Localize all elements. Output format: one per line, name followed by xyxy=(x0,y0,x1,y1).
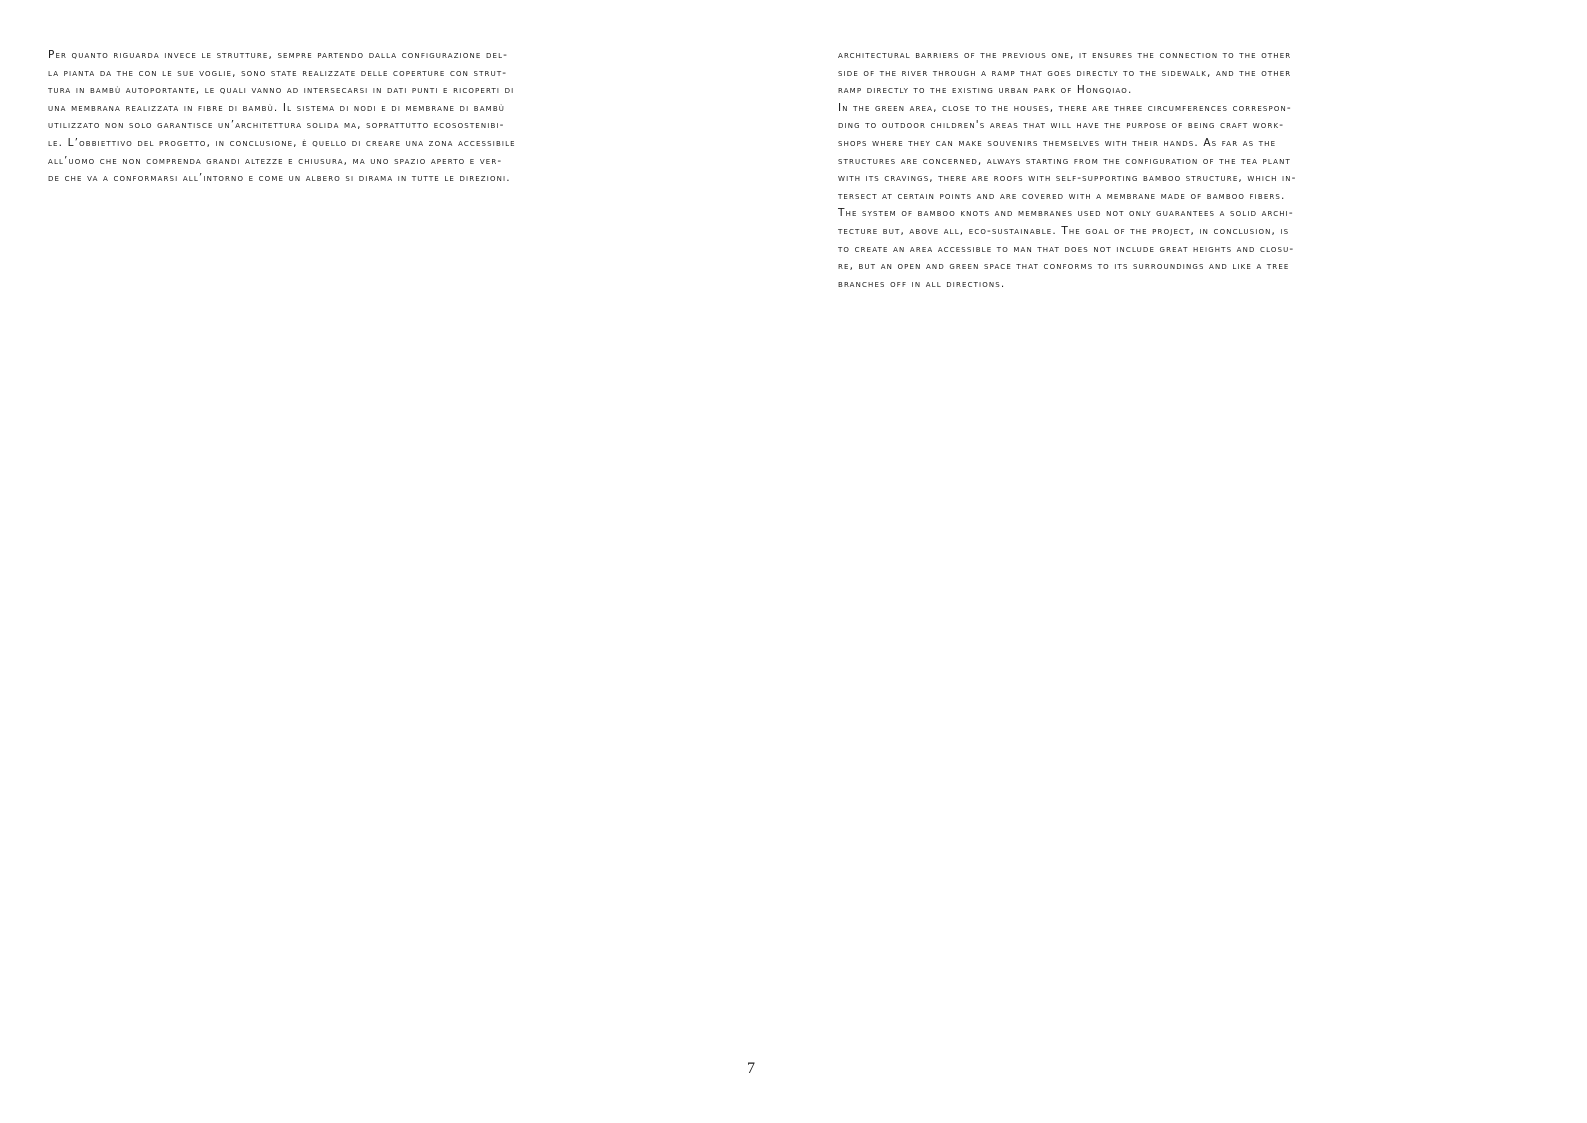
text-line: tura in bambù autoportante, le quali vanno ad intersecarsi in dati punti e ricoperti di xyxy=(48,84,515,97)
text-line: tersect at certain points and are covered with a membrane made of bamboo fibers. xyxy=(838,189,1286,202)
text-line: re, but an open and green space that conforms to its surroundings and like a tree xyxy=(838,260,1290,273)
text-line: In the green area, close to the houses, there are three circumferences correspon- xyxy=(838,101,1292,114)
text-line: architectural barriers of the previous one, it ensures the connection to the other xyxy=(838,49,1292,61)
text-line: with its cravings, there are roofs with self-supporting bamboo structure, which in- xyxy=(838,172,1297,185)
text-line: una membrana realizzata in fibre di bambù. Il sistema di nodi e di membrane di bambù xyxy=(48,101,506,114)
text-line: side of the river through a ramp that goes directly to the sidewalk, and the other xyxy=(838,66,1292,79)
text-line: ramp directly to the existing urban park of Hongqiao. xyxy=(838,84,1133,97)
text-line: la pianta da the con le sue voglie, sono state realizzate delle coperture con strut- xyxy=(48,66,508,79)
text-line: shops where they can make souvenirs themselves with their hands. As far as the xyxy=(838,136,1277,149)
text-line: The system of bamboo knots and membranes used not only guarantees a solid archi- xyxy=(838,207,1294,220)
text-line: ding to outdoor children's areas that will have the purpose of being craft work- xyxy=(838,119,1285,132)
text-line: to create an area accessible to man that does not include great heights and closu- xyxy=(838,242,1295,255)
page-number: 7 xyxy=(747,1060,755,1077)
text-line: utilizzato non solo garantisce un’architettura solida ma, soprattutto ecosostenibi- xyxy=(48,119,505,132)
text-line: le. L’obbiettivo del progetto, in conclusione, è quello di creare una zona accessibile xyxy=(48,136,516,149)
text-line: all’uomo che non comprenda grandi altezze e chiusura, ma uno spazio aperto e ver- xyxy=(48,154,503,167)
text-line: Per quanto riguarda invece le strutture, sempre partendo dalla configurazione del- xyxy=(48,49,509,61)
italian-text-column xyxy=(48,47,738,188)
text-line: tecture but, above all, eco-sustainable. The goal of the project, in conclusion, is xyxy=(838,224,1290,237)
text-line: branches off in all directions. xyxy=(838,277,1006,290)
text-line: structures are concerned, always starting from the configuration of the tea plant xyxy=(838,154,1291,167)
english-text-column xyxy=(838,47,1528,293)
text-line: de che va a conformarsi all’intorno e come un albero si dirama in tutte le direzioni. xyxy=(48,172,511,185)
